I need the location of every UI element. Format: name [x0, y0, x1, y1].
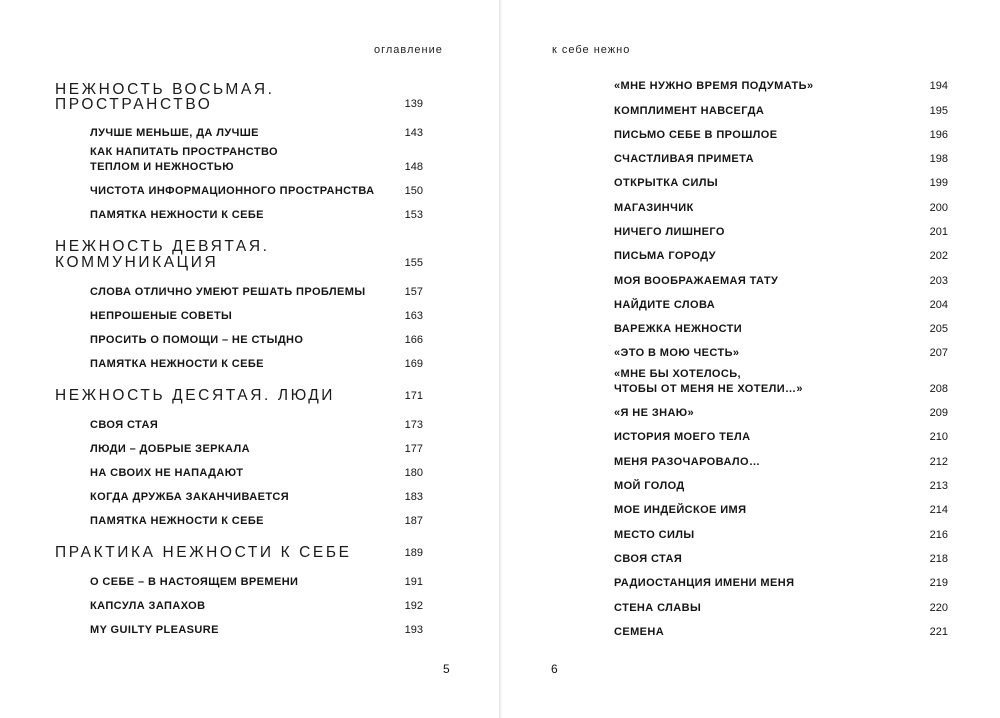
- running-head: к себе нежно: [552, 44, 631, 56]
- toc-entry: «МНЕ НУЖНО ВРЕМЯ ПОДУМАТЬ»: [614, 80, 814, 92]
- toc-page-number: 192: [404, 600, 423, 612]
- toc-page-number: 208: [929, 383, 948, 395]
- toc-page-number: 157: [404, 286, 423, 298]
- toc-page-number: 187: [404, 515, 423, 527]
- toc-entry: ОТКРЫТКА СИЛЫ: [614, 177, 719, 189]
- toc-page-number: 212: [929, 456, 948, 468]
- toc-page-number: 200: [929, 202, 948, 214]
- toc-entry: ПИСЬМА ГОРОДУ: [614, 250, 716, 262]
- toc-page-number: 191: [404, 576, 423, 588]
- toc-entry: ЛЮДИ – ДОБРЫЕ ЗЕРКАЛА: [90, 443, 250, 455]
- toc-page-number: 201: [929, 226, 948, 238]
- toc-entry: ВАРЕЖКА НЕЖНОСТИ: [614, 323, 743, 335]
- right-page: [502, 0, 1000, 718]
- toc-entry: ПАМЯТКА НЕЖНОСТИ К СЕБЕ: [90, 209, 264, 221]
- toc-page-number: 214: [929, 504, 948, 516]
- toc-entry: О СЕБЕ – В НАСТОЯЩЕМ ВРЕМЕНИ: [90, 576, 299, 588]
- toc-entry: МОЕ ИНДЕЙСКОЕ ИМЯ: [614, 504, 747, 516]
- toc-entry: СВОЯ СТАЯ: [614, 553, 683, 565]
- toc-entry: ТЕПЛОМ И НЕЖНОСТЬЮ: [90, 161, 234, 173]
- section-title: ПРОСТРАНСТВО: [55, 96, 213, 113]
- toc-page-number: 219: [929, 577, 948, 589]
- toc-entry: ЛУЧШЕ МЕНЬШЕ, ДА ЛУЧШЕ: [90, 127, 259, 139]
- toc-page-number: 166: [404, 334, 423, 346]
- toc-page-number: 205: [929, 323, 948, 335]
- toc-page-number: 177: [404, 443, 423, 455]
- toc-page-number: 153: [404, 209, 423, 221]
- toc-page-number: 221: [929, 626, 948, 638]
- toc-page-number: 143: [404, 127, 423, 139]
- page-number: 6: [551, 662, 558, 676]
- toc-page-number: 209: [929, 407, 948, 419]
- toc-page-number: 216: [929, 529, 948, 541]
- section-page-number: 155: [404, 257, 423, 269]
- running-head: оглавление: [374, 44, 443, 56]
- section-page-number: 189: [404, 547, 423, 559]
- toc-entry: ЧИСТОТА ИНФОРМАЦИОННОГО ПРОСТРАНСТВА: [90, 185, 375, 197]
- toc-entry: НА СВОИХ НЕ НАПАДАЮТ: [90, 467, 244, 479]
- toc-entry: ПРОСИТЬ О ПОМОЩИ – НЕ СТЫДНО: [90, 334, 304, 346]
- toc-entry: MY GUILTY PLEASURE: [90, 624, 219, 636]
- toc-entry: МОЙ ГОЛОД: [614, 480, 685, 492]
- toc-entry: ПАМЯТКА НЕЖНОСТИ К СЕБЕ: [90, 358, 264, 370]
- toc-entry: НЕПРОШЕНЫЕ СОВЕТЫ: [90, 310, 233, 322]
- section-title: НЕЖНОСТЬ ДЕВЯТАЯ.: [55, 238, 270, 255]
- toc-page-number: 210: [929, 431, 948, 443]
- toc-entry: СТЕНА СЛАВЫ: [614, 602, 702, 614]
- section-page-number: 171: [404, 390, 423, 402]
- toc-entry: КАК НАПИТАТЬ ПРОСТРАНСТВО: [90, 146, 279, 158]
- toc-page-number: 199: [929, 177, 948, 189]
- toc-page-number: 198: [929, 153, 948, 165]
- section-title: КОММУНИКАЦИЯ: [55, 254, 219, 271]
- toc-page-number: 169: [404, 358, 423, 370]
- toc-page-number: 193: [404, 624, 423, 636]
- toc-entry: СЛОВА ОТЛИЧНО УМЕЮТ РЕШАТЬ ПРОБЛЕМЫ: [90, 286, 366, 298]
- toc-entry: МЕНЯ РАЗОЧАРОВАЛО…: [614, 456, 761, 468]
- toc-entry: НАЙДИТЕ СЛОВА: [614, 299, 716, 311]
- toc-entry: МОЯ ВООБРАЖАЕМАЯ ТАТУ: [614, 275, 779, 287]
- toc-page-number: 195: [929, 105, 948, 117]
- toc-page-number: 202: [929, 250, 948, 262]
- toc-page-number: 207: [929, 347, 948, 359]
- page-number: 5: [443, 662, 450, 676]
- toc-entry: КАПСУЛА ЗАПАХОВ: [90, 600, 206, 612]
- toc-page-number: 183: [404, 491, 423, 503]
- toc-entry: МАГАЗИНЧИК: [614, 202, 694, 214]
- toc-entry: «Я НЕ ЗНАЮ»: [614, 407, 695, 419]
- toc-entry: ПИСЬМО СЕБЕ В ПРОШЛОЕ: [614, 129, 778, 141]
- toc-entry: НИЧЕГО ЛИШНЕГО: [614, 226, 725, 238]
- toc-entry: КОГДА ДРУЖБА ЗАКАНЧИВАЕТСЯ: [90, 491, 290, 503]
- toc-page-number: 213: [929, 480, 948, 492]
- toc-page-number: 163: [404, 310, 423, 322]
- toc-page-number: 180: [404, 467, 423, 479]
- toc-entry: МЕСТО СИЛЫ: [614, 529, 695, 541]
- toc-page-number: 203: [929, 275, 948, 287]
- toc-page-number: 194: [929, 80, 948, 92]
- toc-page-number: 196: [929, 129, 948, 141]
- section-title: НЕЖНОСТЬ ВОСЬМАЯ.: [55, 81, 275, 98]
- toc-entry: РАДИОСТАНЦИЯ ИМЕНИ МЕНЯ: [614, 577, 795, 589]
- toc-entry: СЧАСТЛИВАЯ ПРИМЕТА: [614, 153, 754, 165]
- toc-page-number: 218: [929, 553, 948, 565]
- toc-entry: КОМПЛИМЕНТ НАВСЕГДА: [614, 105, 765, 117]
- section-title: НЕЖНОСТЬ ДЕСЯТАЯ. ЛЮДИ: [55, 387, 336, 404]
- toc-page-number: 148: [404, 161, 423, 173]
- toc-entry: ИСТОРИЯ МОЕГО ТЕЛА: [614, 431, 751, 443]
- toc-entry: СЕМЕНА: [614, 626, 665, 638]
- toc-page-number: 220: [929, 602, 948, 614]
- toc-page-number: 204: [929, 299, 948, 311]
- section-page-number: 139: [404, 98, 423, 110]
- toc-entry: ПАМЯТКА НЕЖНОСТИ К СЕБЕ: [90, 515, 264, 527]
- toc-entry: СВОЯ СТАЯ: [90, 419, 159, 431]
- toc-page-number: 173: [404, 419, 423, 431]
- toc-page-number: 150: [404, 185, 423, 197]
- toc-entry: ЧТОБЫ ОТ МЕНЯ НЕ ХОТЕЛИ…»: [614, 383, 803, 395]
- toc-entry: «МНЕ БЫ ХОТЕЛОСЬ,: [614, 368, 741, 380]
- toc-entry: «ЭТО В МОЮ ЧЕСТЬ»: [614, 347, 740, 359]
- section-title: ПРАКТИКА НЕЖНОСТИ К СЕБЕ: [55, 544, 352, 561]
